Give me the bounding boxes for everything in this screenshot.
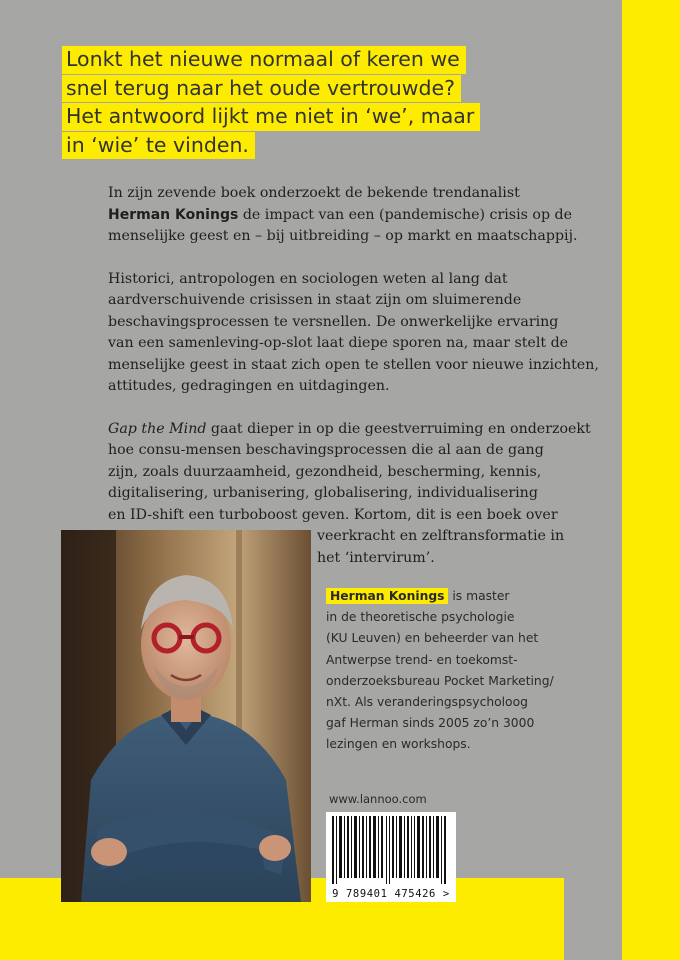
headline-line: snel terug naar het oude vertrouwde?: [62, 75, 461, 103]
text-fragment: is master: [448, 589, 510, 603]
blurb-paragraph-2: [108, 269, 599, 398]
text-line: het ‘intervirum’.: [317, 549, 435, 566]
isbn-number: 9 789401 475426 >: [332, 888, 450, 900]
text-line: nXt. Als veranderingspsycholoog: [326, 695, 528, 710]
text-line: van een samenleving-op-slot laat diepe sporen na, maar stelt de: [108, 335, 569, 351]
text-line: (KU Leuven) en beheerder van het: [326, 631, 539, 646]
headline-quote: [62, 46, 532, 160]
text-line: lezingen en workshops.: [326, 737, 471, 752]
yellow-spine-band: [622, 0, 680, 960]
blurb-body: [108, 183, 599, 590]
text-fragment: gaat dieper in op die geestverruiming en onderzoekt: [206, 420, 591, 437]
author-name: Herman Konings: [108, 206, 239, 223]
text-line: Antwerpse trend- en toekomst-: [326, 652, 518, 667]
bio-author-name: Herman Konings: [326, 588, 448, 604]
text-line: veerkracht en zelftransformatie in: [317, 528, 565, 544]
text-line: attitudes, gedragingen en uitdagingen.: [108, 378, 390, 394]
text-line: digitalisering, urbanisering, globalisering, individualisering: [108, 485, 538, 501]
text-line: Historici, antropologen en sociologen weten al lang dat: [108, 270, 508, 287]
author-bio: [326, 586, 576, 756]
text-line: aardverschuivende crisissen in staat zijn om sluimerende: [108, 292, 522, 308]
blurb-paragraph-1: [108, 183, 594, 248]
publisher-website[interactable]: www.lannoo.com: [329, 792, 427, 806]
text-line: gaf Herman sinds 2005 zo’n 3000: [326, 716, 535, 731]
author-photo: [61, 530, 311, 902]
text-line: beschavingsprocessen te versnellen. De onwerkelijke ervaring: [108, 313, 559, 330]
book-title: Gap the Mind: [108, 420, 207, 437]
text-line: menselijke geest en – bij uitbreiding – op markt en maatschappij.: [108, 228, 578, 244]
text-line: en ID-shift een turboboost geven. Kortom, dit is een boek over: [108, 506, 558, 523]
headline-line: in ‘wie’ te vinden.: [62, 132, 255, 160]
text-fragment: de impact van een (pandemische) crisis op de: [238, 206, 573, 223]
text-line: zijn, zoals duurzaamheid, gezondheid, bescherming, kennis,: [108, 463, 542, 480]
text-line: [326, 586, 576, 607]
text-line: [108, 205, 594, 227]
isbn-barcode: [326, 812, 456, 902]
barcode-bars: [326, 812, 456, 884]
text-line: onderzoeksbureau Pocket Marketing/: [326, 673, 554, 688]
text-line: [108, 419, 594, 441]
headline-line: Lonkt het nieuwe normaal of keren we: [62, 46, 466, 74]
text-line: in de theoretische psychologie: [326, 610, 515, 625]
text-line: In zijn zevende boek onderzoekt de bekende trendanalist: [108, 185, 520, 201]
text-line: menselijke geest in staat zich open te stellen voor nieuwe inzichten,: [108, 356, 599, 373]
text-line: hoe consu-mensen beschavingsprocessen die al aan de gang: [108, 442, 544, 458]
headline-line: Het antwoord lijkt me niet in ‘we’, maar: [62, 103, 480, 131]
